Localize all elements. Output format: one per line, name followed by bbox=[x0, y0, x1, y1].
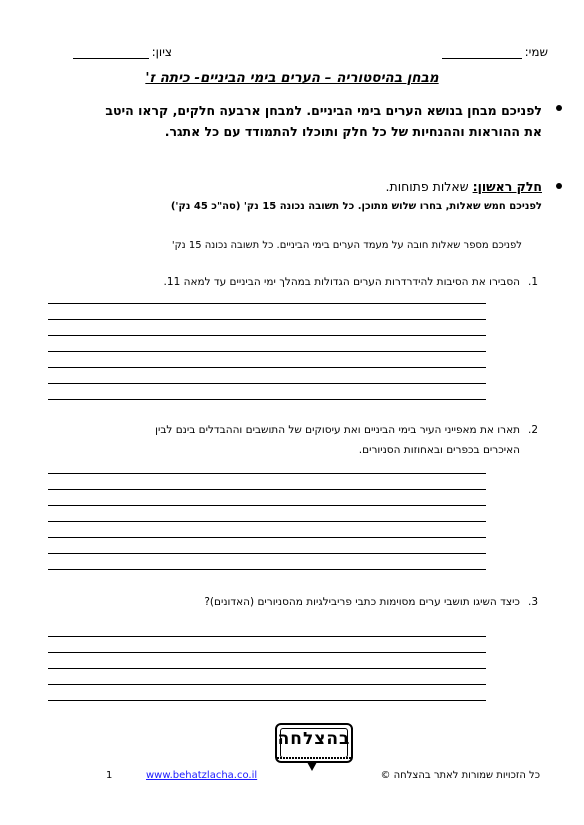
intro-line-1: לפניכם מבחן בנושא הערים בימי הביניים. למבחן ארבעה חלקים, קראו היטב bbox=[105, 103, 542, 118]
logo-text: בהצלחה bbox=[277, 729, 351, 749]
question-number: 1. bbox=[527, 276, 538, 288]
answer-lines-2 bbox=[48, 458, 486, 570]
grade-label: ציון: bbox=[151, 45, 172, 59]
answer-line[interactable] bbox=[48, 554, 486, 570]
answer-line[interactable] bbox=[48, 621, 486, 637]
question-text: כיצד השיגו תושבי ערים מסוימות כתבי פריבילגיות מהסניורים (האדונים)? bbox=[204, 596, 520, 608]
answer-line[interactable] bbox=[48, 352, 486, 368]
footer-copyright: כל הזכויות שמורות לאתר בהצלחה © bbox=[380, 770, 540, 781]
part-one-instructions: לפניכם חמש שאלות, בחרו שלוש מתוכן. כל תשובה נכונה 15 נק' (סה"כ 45 נק') bbox=[170, 201, 542, 212]
answer-line[interactable] bbox=[48, 538, 486, 554]
question-number: 2. bbox=[527, 424, 538, 436]
answer-line[interactable] bbox=[48, 506, 486, 522]
answer-line[interactable] bbox=[48, 336, 486, 352]
bullet-icon bbox=[556, 105, 562, 111]
part-one-title-rest: שאלות פתוחות. bbox=[385, 179, 473, 194]
answer-line[interactable] bbox=[48, 384, 486, 400]
answer-line[interactable] bbox=[48, 522, 486, 538]
answer-line[interactable] bbox=[48, 490, 486, 506]
answer-line[interactable] bbox=[48, 368, 486, 384]
question-text-continued: האיכרים בכפרים ובאחוזות הסניורים. bbox=[358, 444, 520, 456]
question-text: תארו את מאפייני העיר בימי הביניים ואת עיסוקים של התושבים וההבדלים בינם לבין bbox=[155, 424, 520, 436]
answer-line[interactable] bbox=[48, 320, 486, 336]
name-blank-line bbox=[442, 44, 522, 59]
name-field bbox=[442, 44, 548, 59]
intro-line-2: את ההוראות וההנחיות של כל חלק ותוכלו להתמודד עם כל אתגר. bbox=[164, 124, 542, 139]
section-intro: לפניכם מספר שאלות חובה על מעמד הערים בימי הביניים. כל תשובה נכונה 15 נק' bbox=[171, 240, 522, 251]
answer-line[interactable] bbox=[48, 653, 486, 669]
intro-paragraph bbox=[42, 100, 542, 142]
grade-blank-line bbox=[73, 44, 149, 59]
exam-title: מבחן בהיסטוריה – הערים בימי הביניים- כיתה ז' bbox=[145, 70, 439, 86]
answer-line[interactable] bbox=[48, 458, 486, 474]
behatzlacha-logo bbox=[275, 723, 353, 763]
part-one-title: חלק ראשון: bbox=[472, 179, 542, 194]
question-number: 3. bbox=[527, 596, 538, 608]
answer-line[interactable] bbox=[48, 288, 486, 304]
answer-line[interactable] bbox=[48, 304, 486, 320]
question-2 bbox=[60, 420, 538, 460]
page-number: 1 bbox=[106, 770, 113, 781]
answer-lines-1 bbox=[48, 288, 486, 400]
question-3 bbox=[60, 592, 538, 612]
name-label: שמי: bbox=[524, 45, 548, 59]
grade-field bbox=[73, 44, 172, 59]
question-text: הסבירו את הסיבות להידרדרות הערים הגדולות במהלך ימי הביניים עד למאה 11. bbox=[163, 276, 520, 288]
speech-bubble-tail-icon bbox=[307, 762, 317, 771]
answer-line[interactable] bbox=[48, 685, 486, 701]
bullet-icon bbox=[556, 183, 562, 189]
answer-line[interactable] bbox=[48, 669, 486, 685]
answer-lines-3 bbox=[48, 621, 486, 701]
answer-line[interactable] bbox=[48, 637, 486, 653]
part-one-heading bbox=[42, 178, 542, 216]
footer-website-link[interactable]: www.behatzlacha.co.il bbox=[146, 770, 258, 781]
answer-line[interactable] bbox=[48, 474, 486, 490]
